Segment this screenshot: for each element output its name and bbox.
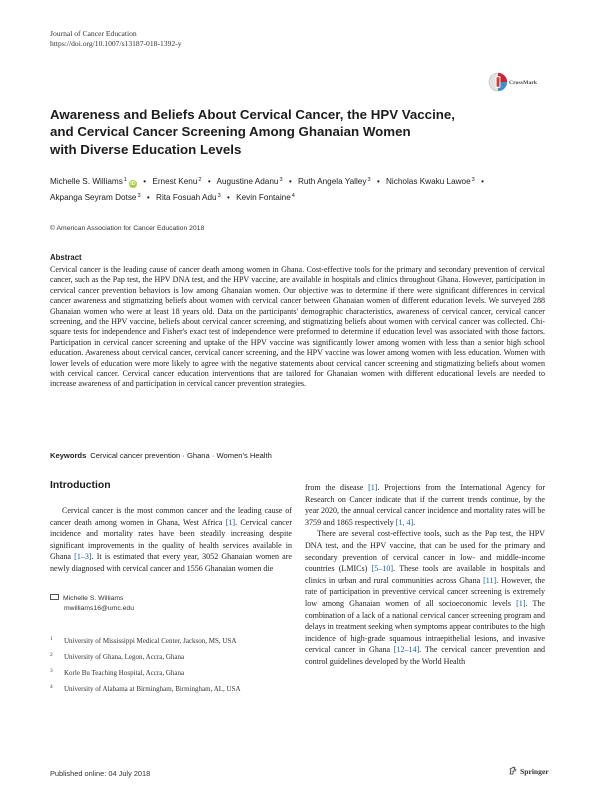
text-run: . Cervical cancer incidence and mortality rates have been steadily increasing despite significant improvements in the quality of health services available in Ghana <box>50 517 292 562</box>
text-run: . However, the rate of participation in preventive cervical cancer screening is extremely low among Ghanaian women of all socioeconomic levels <box>305 575 545 608</box>
envelope-icon <box>50 594 59 600</box>
abstract-heading: Abstract <box>50 253 82 262</box>
author-line <box>50 173 550 189</box>
springer-horse-icon <box>508 766 518 776</box>
author-separator: • <box>143 177 147 186</box>
text-run: . These tools are available in hospitals and clinics in urban and rural communities across Ghana <box>305 564 545 585</box>
affiliation-text: University of Mississippi Medical Center, Jackson, MS, USA <box>64 637 237 645</box>
affiliation-item <box>50 665 295 681</box>
author-name[interactable]: Ernest Kenu <box>152 177 198 186</box>
citation-link[interactable]: [1] <box>516 598 526 608</box>
published-date: Published online: 04 July 2018 <box>50 769 151 778</box>
left-column <box>50 505 292 575</box>
keywords-text: Cervical cancer prevention · Ghana · Women's Health <box>90 451 272 460</box>
keywords-label: Keywords <box>50 451 87 460</box>
text-run: . The cervical cancer prevention and control guidelines developed by the World Health <box>305 645 545 666</box>
author-name[interactable]: Ruth Angela Yalley <box>298 177 367 186</box>
corresponding-author: Michelle S. Williams <box>63 595 124 602</box>
title-line: and Cervical Cancer Screening Among Ghanaian Women <box>50 124 411 140</box>
paragraph <box>305 482 545 528</box>
author-line <box>50 189 550 205</box>
journal-header <box>50 29 350 50</box>
author-name[interactable]: Rita Fosuah Adu <box>156 193 217 203</box>
affiliation-number: 2 <box>50 652 53 658</box>
author-name[interactable]: Michelle S. Williams <box>50 177 123 186</box>
affiliation-text: Korle Bu Teaching Hospital, Accra, Ghana <box>64 669 185 677</box>
text-run: . Projections from the International Agency for Research on Cancer indicate that if the current trends continue, by the year 2020, the annual cervical cancer incidence and mortality rates will be 3759 and 1865 respectively <box>305 483 545 527</box>
citation-link[interactable]: [11] <box>483 575 497 585</box>
author-aff: 4 <box>291 193 295 200</box>
paragraph <box>50 505 292 575</box>
title-line: with Diverse Education Levels <box>50 141 242 157</box>
affiliations <box>50 633 295 697</box>
text-run: There are several cost-effective tools, such as the Pap test, the HPV DNA test, and the HPV vaccine, that can be used for the primary and secondary prevention of cervical cancer in low- and middle-income countries (LMICs) <box>305 529 545 574</box>
author-separator: • <box>481 177 484 186</box>
abstract-body: Cervical cancer is the leading cause of cancer death among women in Ghana. Cost-effective tools for the primary and secondary prevention of cervical cancer, such as the Pap test, the HPV DNA test, and the HPV vaccine, are available in hospitals and clinics throughout Ghana. However, participation in cervical cancer prevention behaviors is low among Ghanaian women. Our objective was to determine if there were significant differences in cervical cancer awareness and stigmatizing beliefs about women with cervical cancer between Ghanaian women of different education levels. We surveyed 288 Ghanaian women who were at least 18 years old. Data on the participants' demographic characteristics, awareness of cervical cancer, cervical cancer screening, and the HPV vaccine, beliefs about cervical cancer screening, and stigmatizing beliefs about women with cervical cancer was collected. Chi-square tests for independence and Fisher's exact test of independence were preformed to determine if education level was associated with those factors. Participation in cervical cancer screening and uptake of the HPV vaccine was significantly lower among women with less than a senior high school education. Awareness about cervical cancer, cervical cancer screening, and the HPV vaccine was lower among women with less education. Women with lower levels of education were more likely to agree with the negative statements about cervical cancer screening and stigmatizing beliefs about women with cervical cancer. Cervical cancer education interventions that are tailored for Ghanaian women with different educational levels are needed to increase awareness of and participation in cervical cancer prevention strategies. <box>50 265 545 389</box>
author-aff: 3 <box>217 193 221 200</box>
author-aff: 1 <box>123 177 127 183</box>
citation-link[interactable]: [1–3] <box>74 552 92 562</box>
citation-link[interactable]: [12–14] <box>393 645 420 655</box>
citation-link[interactable]: [1, 4] <box>395 517 414 527</box>
author-separator: • <box>376 177 380 186</box>
publisher-name: Springer <box>520 766 549 776</box>
article-title <box>50 106 520 158</box>
correspondence <box>50 594 134 614</box>
author-name[interactable]: Akpanga Seyram Dotse <box>50 193 137 203</box>
orcid-icon[interactable]: iD <box>130 181 136 187</box>
author-aff: 3 <box>367 177 371 183</box>
author-aff: 2 <box>198 177 202 183</box>
corresponding-email[interactable]: mwilliams16@umc.edu <box>64 605 134 612</box>
author-list <box>50 173 550 206</box>
text-run: from the disease <box>305 483 369 492</box>
title-line: Awareness and Beliefs About Cervical Cancer, the HPV Vaccine, <box>50 107 455 122</box>
affiliation-number: 3 <box>50 668 53 674</box>
author-aff: 3 <box>137 193 141 200</box>
citation-link[interactable]: [1] <box>368 483 378 492</box>
text-run: . <box>413 517 416 527</box>
text-run: . The combination of a lack of a national cervical cancer screening program and delays in treatment seeking when symptoms appear contributes to the high incidence of high-grade squamous intraepithelial lesions, and invasive cervical cancer in Ghana <box>305 598 546 655</box>
citation-link[interactable]: [5–10] <box>371 564 394 574</box>
affiliation-number: 4 <box>50 684 53 690</box>
author-name[interactable]: Nicholas Kwaku Lawoe <box>386 177 471 186</box>
affiliation-item <box>50 633 295 649</box>
copyright-notice: © American Association for Cancer Education 2018 <box>50 225 205 232</box>
author-name[interactable]: Kevin Fontaine <box>236 193 291 203</box>
text-run: Cervical cancer is the most common cancer and the leading cause of cancer death among women in Ghana, West Africa <box>50 506 292 527</box>
author-aff: 3 <box>471 177 475 183</box>
crossmark-icon <box>488 72 508 92</box>
doi-link[interactable]: https://doi.org/10.1007/s13187-018-1392-y <box>50 39 182 49</box>
keywords <box>50 451 272 460</box>
affiliation-item <box>50 649 295 665</box>
text-run: . It is estimated that every year, 3052 Ghanaian women are newly diagnosed with cervical cancer and 1556 Ghanaian women die <box>50 552 292 573</box>
paragraph <box>305 528 545 667</box>
author-name[interactable]: Augustine Adanu <box>216 177 279 186</box>
affiliation-text: University of Ghana, Legon, Accra, Ghana <box>64 653 185 661</box>
affiliation-number: 1 <box>50 636 53 642</box>
publisher-logo <box>508 766 549 776</box>
author-separator: • <box>207 177 211 186</box>
author-separator: • <box>288 177 292 186</box>
crossmark-badge[interactable] <box>488 72 548 96</box>
citation-link[interactable]: [1] <box>225 517 236 527</box>
section-heading-introduction: Introduction <box>50 480 111 491</box>
journal-name: Journal of Cancer Education <box>50 29 137 38</box>
right-column <box>305 482 545 668</box>
author-separator: • <box>226 193 230 203</box>
affiliation-item <box>50 681 295 697</box>
crossmark-label: CrossMark <box>509 80 538 86</box>
author-separator: • <box>146 193 150 203</box>
affiliation-text: University of Alabama at Birmingham, Birmingham, AL, USA <box>64 685 241 693</box>
author-aff: 3 <box>279 177 283 183</box>
